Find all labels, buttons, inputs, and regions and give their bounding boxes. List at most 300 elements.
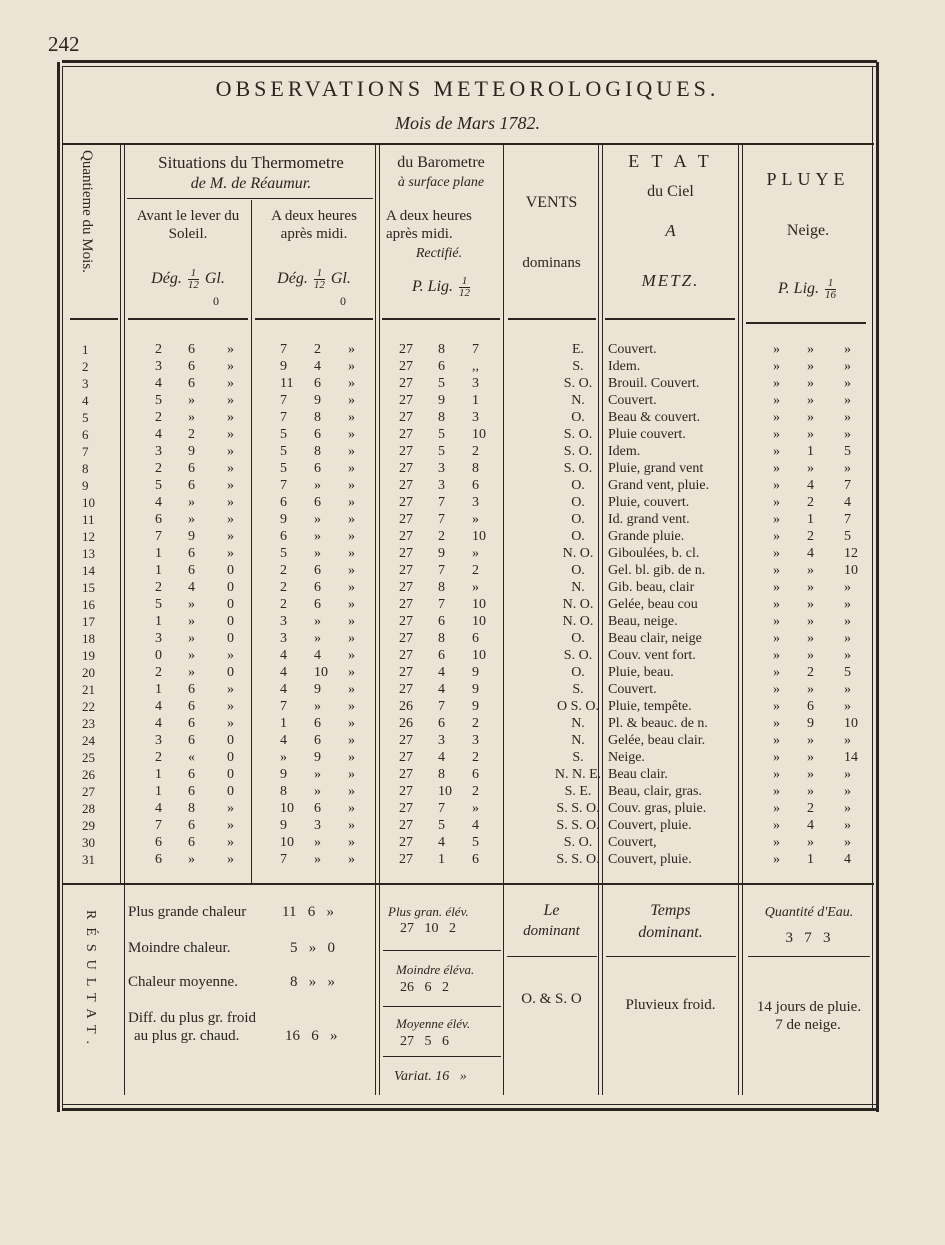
cell-thermo-noon-deg: 7: [280, 342, 287, 357]
cell-rain-lignes: 9: [807, 716, 814, 731]
cell-thermo-noon-ice: »: [348, 801, 355, 816]
cell-thermo-noon-ice: »: [348, 444, 355, 459]
cell-thermo-noon-twelfth: 9: [314, 682, 321, 697]
header-thermo-title: Situations du Thermometre: [158, 153, 344, 172]
cell-rain-pouces: »: [773, 716, 780, 731]
cell-thermo-morning-deg: 1: [155, 614, 162, 629]
cell-thermo-noon-twelfth: 6: [314, 801, 321, 816]
cell-baro-twelfth: 9: [472, 682, 479, 697]
cell-baro-pouces: 27: [399, 750, 413, 765]
header-baro-unit: [382, 276, 502, 299]
cell-rain-lignes: »: [807, 614, 814, 629]
cell-wind: O.: [571, 665, 585, 680]
cell-thermo-noon-ice: »: [348, 342, 355, 357]
cell-baro-pouces: 27: [399, 529, 413, 544]
cell-rain-lignes: »: [807, 767, 814, 782]
cell-rain-sixteenth: 12: [844, 546, 858, 561]
cell-thermo-morning-ice: »: [227, 393, 234, 408]
cell-thermo-morning-deg: 1: [155, 784, 162, 799]
cell-rain-sixteenth: »: [844, 410, 851, 425]
cell-rain-pouces: »: [773, 699, 780, 714]
cell-thermo-morning-twelfth: 9: [188, 444, 195, 459]
cell-rain-pouces: »: [773, 631, 780, 646]
results-label: RÉSULTAT.: [83, 910, 98, 1053]
cell-baro-pouces: 27: [399, 546, 413, 561]
cell-baro-lignes: 4: [438, 750, 445, 765]
cell-wind: S. O.: [563, 835, 593, 850]
frac-num: 1: [314, 268, 325, 280]
cell-baro-twelfth: 2: [472, 784, 479, 799]
cell-rain-sixteenth: »: [844, 818, 851, 833]
cell-baro-twelfth: 3: [472, 495, 479, 510]
cell-rain-pouces: »: [773, 529, 780, 544]
cell-baro-pouces: 27: [399, 359, 413, 374]
cell-rain-pouces: »: [773, 427, 780, 442]
cell-thermo-noon-deg: 3: [280, 631, 287, 646]
cell-thermo-morning-twelfth: 6: [188, 716, 195, 731]
cell-rain-pouces: »: [773, 818, 780, 833]
result-sky-label-2: dominant.: [638, 924, 703, 941]
cell-wind: S.: [572, 359, 584, 374]
cell-baro-pouces: 27: [399, 648, 413, 663]
cell-baro-pouces: 27: [399, 597, 413, 612]
cell-baro-pouces: 27: [399, 835, 413, 850]
cell-thermo-morning-ice: 0: [227, 597, 234, 612]
cell-thermo-morning-ice: »: [227, 648, 234, 663]
cell-thermo-noon-ice: »: [348, 461, 355, 476]
cell-wind: O.: [571, 410, 585, 425]
cell-thermo-noon-deg: 10: [280, 835, 294, 850]
cell-wind: S.: [572, 750, 584, 765]
cell-baro-twelfth: 5: [472, 835, 479, 850]
result-max-heat-label: Plus grande chaleur: [128, 904, 247, 920]
frac-num: 1: [459, 276, 470, 288]
cell-wind: N.: [571, 733, 585, 748]
cell-rain-lignes: »: [807, 597, 814, 612]
cell-baro-lignes: 2: [438, 529, 445, 544]
cell-thermo-noon-ice: »: [348, 410, 355, 425]
divider-thermo-baro-2: [379, 145, 380, 1095]
cell-sky: Gel. bl. gib. de n.: [608, 563, 706, 578]
cell-day: 21: [82, 682, 95, 697]
cell-rain-pouces: »: [773, 784, 780, 799]
cell-rain-sixteenth: »: [844, 614, 851, 629]
cell-baro-lignes: 4: [438, 682, 445, 697]
frac-num: 1: [825, 278, 836, 290]
cell-thermo-morning-deg: 3: [155, 444, 162, 459]
cell-wind: S. O.: [563, 648, 593, 663]
cell-thermo-morning-ice: 0: [227, 665, 234, 680]
cell-day: 20: [82, 665, 95, 680]
result-sky-label-1: Temps: [650, 902, 691, 919]
cell-thermo-morning-ice: 0: [227, 750, 234, 765]
cell-rain-sixteenth: »: [844, 393, 851, 408]
cell-rain-sixteenth: »: [844, 359, 851, 374]
cell-baro-lignes: 7: [438, 597, 445, 612]
cell-rain-sixteenth: »: [844, 733, 851, 748]
cell-baro-twelfth: »: [472, 546, 479, 561]
cell-rain-sixteenth: »: [844, 631, 851, 646]
frame-right-rule-thin: [872, 66, 873, 1110]
cell-rain-lignes: 1: [807, 444, 814, 459]
cell-thermo-noon-deg: 2: [280, 580, 287, 595]
cell-baro-lignes: 7: [438, 801, 445, 816]
cell-baro-pouces: 27: [399, 614, 413, 629]
cell-thermo-noon-twelfth: 6: [314, 563, 321, 578]
cell-day: 8: [82, 461, 89, 476]
cell-thermo-noon-deg: 3: [280, 614, 287, 629]
cell-baro-lignes: 1: [438, 852, 445, 867]
cell-day: 18: [82, 631, 95, 646]
result-avg-heat-label: Chaleur moyenne.: [128, 974, 238, 990]
cell-baro-pouces: 27: [399, 427, 413, 442]
cell-wind: O.: [571, 478, 585, 493]
cell-rain-lignes: »: [807, 427, 814, 442]
cell-rain-sixteenth: 4: [844, 852, 851, 867]
cell-sky: Idem.: [608, 444, 641, 459]
cell-thermo-noon-deg: 4: [280, 665, 287, 680]
cell-rain-pouces: »: [773, 682, 780, 697]
cell-thermo-noon-ice: »: [348, 835, 355, 850]
cell-rain-sixteenth: »: [844, 427, 851, 442]
cell-thermo-morning-twelfth: »: [188, 393, 195, 408]
cell-baro-twelfth: 9: [472, 665, 479, 680]
cell-baro-pouces: 27: [399, 461, 413, 476]
cell-rain-pouces: »: [773, 444, 780, 459]
cell-thermo-morning-twelfth: »: [188, 852, 195, 867]
cell-thermo-noon-ice: »: [348, 546, 355, 561]
cell-thermo-morning-ice: »: [227, 461, 234, 476]
cell-day: 26: [82, 767, 95, 782]
cell-thermo-morning-twelfth: «: [188, 750, 195, 765]
cell-sky: Couvert.: [608, 682, 657, 697]
cell-thermo-noon-ice: »: [348, 784, 355, 799]
cell-sky: Couvert.: [608, 342, 657, 357]
cell-baro-twelfth: ,,: [472, 359, 479, 374]
cell-thermo-morning-deg: 2: [155, 342, 162, 357]
cell-thermo-noon-twelfth: 4: [314, 648, 321, 663]
cell-baro-pouces: 27: [399, 801, 413, 816]
cell-wind: N. O.: [562, 597, 594, 612]
cell-thermo-noon-twelfth: 10: [314, 665, 328, 680]
header-rain-title: PLUYE: [766, 169, 850, 189]
cell-thermo-morning-twelfth: 6: [188, 359, 195, 374]
cell-baro-pouces: 27: [399, 478, 413, 493]
cell-thermo-morning-twelfth: 6: [188, 835, 195, 850]
cell-wind: O S. O.: [556, 699, 599, 714]
cell-thermo-morning-twelfth: 6: [188, 682, 195, 697]
divider-baro-wind: [503, 145, 504, 1095]
cell-thermo-morning-ice: 0: [227, 784, 234, 799]
cell-rain-lignes: »: [807, 631, 814, 646]
cell-baro-lignes: 5: [438, 427, 445, 442]
cell-thermo-morning-ice: »: [227, 699, 234, 714]
cell-rain-lignes: »: [807, 359, 814, 374]
cell-thermo-morning-ice: 0: [227, 631, 234, 646]
cell-day: 4: [82, 393, 89, 408]
cell-rain-pouces: »: [773, 767, 780, 782]
result-rain-label: Quantité d'Eau.: [764, 905, 854, 920]
header-rain-unit: [744, 278, 872, 301]
cell-rain-sixteenth: »: [844, 648, 851, 663]
divider-results-left: [124, 885, 125, 1095]
cell-rain-sixteenth: 10: [844, 716, 858, 731]
thermo-header-rule: [127, 198, 373, 199]
cell-rain-pouces: »: [773, 835, 780, 850]
cell-sky: Idem.: [608, 359, 641, 374]
cell-thermo-noon-ice: »: [348, 393, 355, 408]
cell-thermo-morning-deg: 5: [155, 478, 162, 493]
cell-baro-pouces: 27: [399, 682, 413, 697]
cell-sky: Couv. vent fort.: [608, 648, 696, 663]
cell-day: 30: [82, 835, 95, 850]
cell-thermo-noon-deg: 5: [280, 546, 287, 561]
title-rule: [62, 143, 874, 145]
cell-rain-sixteenth: »: [844, 801, 851, 816]
cell-sky: Beau, neige.: [608, 614, 678, 629]
cell-thermo-morning-ice: »: [227, 410, 234, 425]
cell-wind: N. O.: [562, 546, 594, 561]
result-snow-days: 7 de neige.: [775, 1017, 841, 1033]
cell-day: 24: [82, 733, 95, 748]
cell-thermo-morning-deg: 7: [155, 818, 162, 833]
cell-thermo-morning-deg: 1: [155, 767, 162, 782]
cell-sky: Pluie, grand vent: [608, 461, 704, 476]
cell-thermo-noon-deg: 11: [280, 376, 294, 391]
frame-right-rule: [876, 62, 879, 1112]
cell-rain-lignes: »: [807, 563, 814, 578]
cell-thermo-morning-twelfth: 6: [188, 699, 195, 714]
cell-thermo-noon-deg: 2: [280, 597, 287, 612]
frac-den: 12: [459, 287, 471, 299]
cell-thermo-morning-ice: »: [227, 801, 234, 816]
cell-rain-sixteenth: 5: [844, 529, 851, 544]
cell-sky: Neige.: [608, 750, 645, 765]
cell-thermo-noon-deg: 5: [280, 444, 287, 459]
cell-rain-pouces: »: [773, 801, 780, 816]
cell-thermo-morning-twelfth: »: [188, 495, 195, 510]
header-sky-metz: METZ.: [641, 271, 700, 290]
cell-baro-lignes: 7: [438, 563, 445, 578]
cell-thermo-noon-deg: 4: [280, 648, 287, 663]
cell-rain-pouces: »: [773, 461, 780, 476]
cell-baro-pouces: 26: [399, 699, 413, 714]
cell-rain-lignes: »: [807, 784, 814, 799]
cell-baro-lignes: 8: [438, 410, 445, 425]
baro-result-rule-2: [383, 1006, 501, 1007]
baro-result-rule-1: [383, 950, 501, 951]
result-wind-value: O. & S. O: [521, 991, 582, 1007]
divider-thermo-baro: [375, 145, 376, 1095]
unit-deg: Dég.: [277, 270, 308, 288]
cell-thermo-noon-ice: »: [348, 733, 355, 748]
cell-baro-lignes: 6: [438, 359, 445, 374]
cell-day: 28: [82, 801, 95, 816]
cell-thermo-noon-deg: 7: [280, 393, 287, 408]
cell-thermo-noon-deg: 9: [280, 818, 287, 833]
cell-baro-twelfth: 6: [472, 767, 479, 782]
cell-thermo-noon-twelfth: »: [314, 631, 321, 646]
cell-thermo-noon-deg: 9: [280, 359, 287, 374]
cell-thermo-morning-deg: 3: [155, 631, 162, 646]
cell-baro-pouces: 27: [399, 376, 413, 391]
cell-thermo-noon-twelfth: 6: [314, 733, 321, 748]
frame-top-rule-thin: [62, 66, 877, 67]
unit-plig: P. Lig.: [777, 280, 820, 298]
cell-thermo-noon-twelfth: »: [314, 478, 321, 493]
cell-wind: S. S. O.: [556, 818, 600, 833]
cell-baro-twelfth: »: [472, 580, 479, 595]
cell-rain-sixteenth: »: [844, 580, 851, 595]
cell-rain-lignes: »: [807, 461, 814, 476]
unit-fraction: [314, 268, 325, 291]
cell-thermo-noon-ice: »: [348, 852, 355, 867]
cell-thermo-morning-twelfth: 4: [188, 580, 195, 595]
cell-baro-twelfth: 10: [472, 648, 486, 663]
unit-fraction: [459, 276, 470, 299]
cell-thermo-morning-deg: 1: [155, 682, 162, 697]
unit-fraction: [188, 268, 199, 291]
cell-rain-lignes: »: [807, 750, 814, 765]
cell-thermo-morning-ice: »: [227, 835, 234, 850]
cell-thermo-morning-twelfth: 9: [188, 529, 195, 544]
cell-baro-pouces: 27: [399, 852, 413, 867]
cell-baro-lignes: 10: [438, 784, 452, 799]
header-rain-sub: Neige.: [786, 222, 830, 239]
cell-baro-pouces: 27: [399, 444, 413, 459]
cell-thermo-morning-twelfth: »: [188, 665, 195, 680]
cell-thermo-noon-twelfth: »: [314, 529, 321, 544]
cell-thermo-morning-twelfth: 6: [188, 342, 195, 357]
header-thermo-morning-unit: [128, 268, 248, 291]
cell-thermo-noon-ice: »: [348, 359, 355, 374]
result-baro-max: 27 10 2: [400, 921, 456, 936]
frame-left-rule-thin: [62, 66, 63, 1110]
cell-thermo-noon-twelfth: 6: [314, 495, 321, 510]
cell-rain-lignes: »: [807, 682, 814, 697]
cell-thermo-morning-twelfth: 6: [188, 546, 195, 561]
cell-thermo-morning-deg: 4: [155, 699, 162, 714]
header-bottom-rule-day: [70, 318, 118, 320]
result-wind-label-1: Le: [543, 902, 560, 919]
cell-baro-lignes: 7: [438, 512, 445, 527]
header-zero-2: 0: [340, 294, 346, 308]
page-title: OBSERVATIONS METEOROLOGIQUES.: [215, 76, 720, 101]
cell-thermo-morning-deg: 3: [155, 359, 162, 374]
cell-thermo-morning-deg: 7: [155, 529, 162, 544]
cell-thermo-noon-twelfth: 6: [314, 716, 321, 731]
cell-thermo-morning-ice: »: [227, 529, 234, 544]
cell-rain-pouces: »: [773, 563, 780, 578]
cell-thermo-morning-deg: 4: [155, 427, 162, 442]
cell-baro-pouces: 27: [399, 665, 413, 680]
cell-baro-lignes: 8: [438, 631, 445, 646]
cell-thermo-morning-ice: »: [227, 359, 234, 374]
cell-thermo-noon-deg: 1: [280, 716, 287, 731]
cell-rain-lignes: 2: [807, 495, 814, 510]
cell-wind: O.: [571, 631, 585, 646]
cell-thermo-noon-twelfth: 6: [314, 427, 321, 442]
cell-day: 19: [82, 648, 95, 663]
cell-thermo-noon-twelfth: 4: [314, 359, 321, 374]
cell-rain-lignes: 1: [807, 852, 814, 867]
cell-baro-twelfth: 3: [472, 376, 479, 391]
result-max-heat: 11 6 »: [282, 904, 334, 920]
cell-baro-lignes: 6: [438, 614, 445, 629]
frac-num: 1: [188, 268, 199, 280]
cell-rain-lignes: »: [807, 835, 814, 850]
cell-sky: Brouil. Couvert.: [608, 376, 700, 391]
cell-thermo-noon-twelfth: 6: [314, 597, 321, 612]
cell-thermo-morning-deg: 2: [155, 580, 162, 595]
cell-baro-pouces: 27: [399, 733, 413, 748]
result-min-heat: 5 » 0: [290, 940, 335, 956]
cell-thermo-morning-ice: »: [227, 427, 234, 442]
cell-rain-lignes: 2: [807, 801, 814, 816]
cell-baro-twelfth: 2: [472, 750, 479, 765]
cell-sky: Couvert.: [608, 393, 657, 408]
cell-wind: S. E.: [564, 784, 592, 799]
cell-day: 6: [82, 427, 89, 442]
cell-rain-pouces: »: [773, 580, 780, 595]
cell-baro-pouces: 27: [399, 784, 413, 799]
cell-thermo-morning-deg: 1: [155, 546, 162, 561]
cell-rain-pouces: »: [773, 546, 780, 561]
header-zero-1: 0: [213, 294, 219, 308]
cell-thermo-noon-twelfth: »: [314, 835, 321, 850]
cell-thermo-morning-ice: 0: [227, 733, 234, 748]
cell-rain-pouces: »: [773, 393, 780, 408]
cell-baro-twelfth: 10: [472, 597, 486, 612]
cell-rain-sixteenth: 10: [844, 563, 858, 578]
cell-thermo-morning-deg: 4: [155, 801, 162, 816]
cell-thermo-morning-deg: 3: [155, 733, 162, 748]
cell-thermo-noon-ice: »: [348, 682, 355, 697]
cell-thermo-morning-twelfth: 6: [188, 376, 195, 391]
cell-thermo-noon-ice: »: [348, 495, 355, 510]
header-day: Quantieme du Mois.: [79, 150, 95, 273]
cell-baro-pouces: 27: [399, 580, 413, 595]
cell-thermo-morning-twelfth: 6: [188, 733, 195, 748]
result-avg-heat: 8 » »: [290, 974, 335, 990]
cell-thermo-noon-deg: 6: [280, 529, 287, 544]
cell-sky: Beau, clair, gras.: [608, 784, 702, 799]
frac-den: 12: [187, 279, 199, 291]
cell-thermo-noon-deg: 7: [280, 410, 287, 425]
cell-baro-pouces: 27: [399, 512, 413, 527]
cell-rain-lignes: »: [807, 733, 814, 748]
cell-rain-lignes: »: [807, 342, 814, 357]
cell-baro-lignes: 8: [438, 342, 445, 357]
result-sky-value: Pluvieux froid.: [625, 997, 716, 1013]
cell-thermo-noon-ice: »: [348, 699, 355, 714]
header-baro-title: du Barometre: [397, 154, 485, 171]
result-baro-avg: 27 5 6: [400, 1034, 449, 1049]
cell-sky: Gib. beau, clair: [608, 580, 695, 595]
cell-wind: S. O.: [563, 461, 593, 476]
cell-thermo-morning-ice: 0: [227, 614, 234, 629]
cell-rain-lignes: »: [807, 376, 814, 391]
cell-rain-sixteenth: »: [844, 597, 851, 612]
cell-thermo-morning-ice: »: [227, 495, 234, 510]
cell-thermo-morning-twelfth: 6: [188, 784, 195, 799]
header-bottom-rule-baro: [382, 318, 500, 320]
cell-rain-lignes: »: [807, 393, 814, 408]
cell-rain-lignes: 2: [807, 665, 814, 680]
cell-thermo-morning-ice: »: [227, 682, 234, 697]
cell-rain-lignes: »: [807, 648, 814, 663]
cell-thermo-noon-ice: »: [348, 648, 355, 663]
